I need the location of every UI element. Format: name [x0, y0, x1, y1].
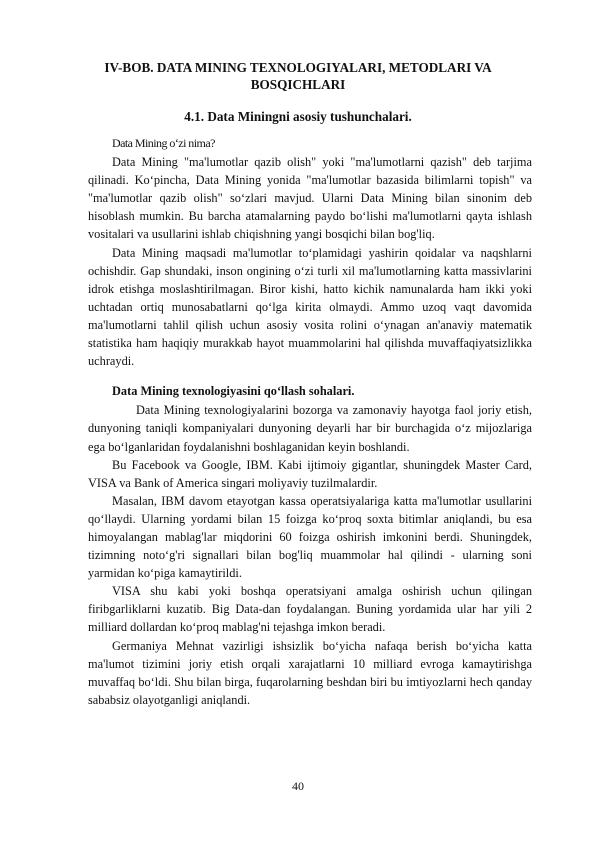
paragraph: Bu Facebook va Google, IBM. Kabi ijtimoiy gigantlar, shuningdek Master Card, VISA va Bank of America singari moliyaviy tuzilmalardir.	[88, 457, 532, 490]
paragraph: Germaniya Mehnat vazirligi ishsizlik bo‘yicha nafaqa berish bo‘yicha katta ma'lumot tizimini joriy etish orqali xarajatlarni 10 milliard evroga kamaytirishga muvaffaq bo‘ldi. Shu bilan birga, fuqarolarning beshdan biri bu imtiyozlarni hech qanday sababsiz olayotganligi aniqlandi.	[88, 638, 532, 707]
document-body	[88, 134, 532, 709]
question-heading: Data Mining o‘zi nima?	[112, 136, 215, 150]
paragraph: Data Mining "ma'lumotlar qazib olish" yoki "ma'lumotlarni qazish" deb tarjima qilinadi. Ko‘pincha, Data Mining yonida "ma'lumotlar bazasida bilimlarni topish" va "ma'lumotlar qazib olish" so‘zlari mavjud. Ularni Data Mining bilan sinonim deb hisoblash mumkin. Bu barcha atamalarning paydo bo‘lishi ma'lumotlarni qayta ishlash vositalari va usullarini ishlab chiqishning yangi bosqichi bilan bog'liq.	[88, 155, 532, 242]
chapter-title: IV-BOB. DATA MINING TEXNOLOGIYALARI, METODLARI VA BOSQICHLARI	[104, 60, 492, 92]
page-number: 40	[292, 779, 304, 793]
paragraph: Data Mining maqsadi ma'lumotlar to‘plamidagi yashirin qoidalar va naqshlarni ochishdir. Gap shundaki, inson ongining o‘zi turli xil ma'lumotlarning katta massivlarini idrok etishga moslashtirilmagan. Biror kishi, hatto kichik namunalarda ham ikki yoki uchtadan ortiq munosabatlarni qo‘lga kirita olmaydi. Ammo uzoq vaqt davomida ma'lumotlarni tahlil qilish uchun asosiy vosita rolini o‘ynagan an'anaviy matematik statistika ham haqiqiy murakkab hayot muammolarini hal qilishda muvaffaqiyatsizlikka uchraydi.	[88, 245, 532, 369]
paragraph: VISA shu kabi yoki boshqa operatsiyani amalga oshirish uchun qilingan firibgarliklarni kuzatib. Big Data-dan foydalangan. Buning yordamida ular har yili 2 milliard dollardan ko‘proq mablag'ni tejashga imkon beradi.	[88, 584, 532, 635]
section-title: 4.1. Data Miningni asosiy tushunchalari.	[184, 109, 412, 124]
paragraph: Data Mining texnologiyalarini bozorga va zamonaviy hayotga faol joriy etish, dunyoning taniqli kompaniyalari dunyoning deyarli har bir burchagida o‘z mijozlariga ega bo‘lganlaridan foydalanishni boshlaganidan keyin boshlandi.	[88, 403, 532, 454]
subheading: Data Mining texnologiyasini qo‘llash sohalari.	[112, 384, 355, 399]
paragraph: Masalan, IBM davom etayotgan kassa operatsiyalariga katta ma'lumotlar usullarini qo‘llaydi. Ularning yordami bilan 15 foizga ko‘proq soxta bitimlar aniqlandi, bu esa himoyalangan mablag'lar miqdorini 60 foizga oshirish imkonini berdi. Shuningdek, tizimning noto‘g'ri signallari bilan bog'liq muammolar hal qilindi - ularning soni yarmidan ko‘piga kamaytirildi.	[88, 493, 532, 581]
